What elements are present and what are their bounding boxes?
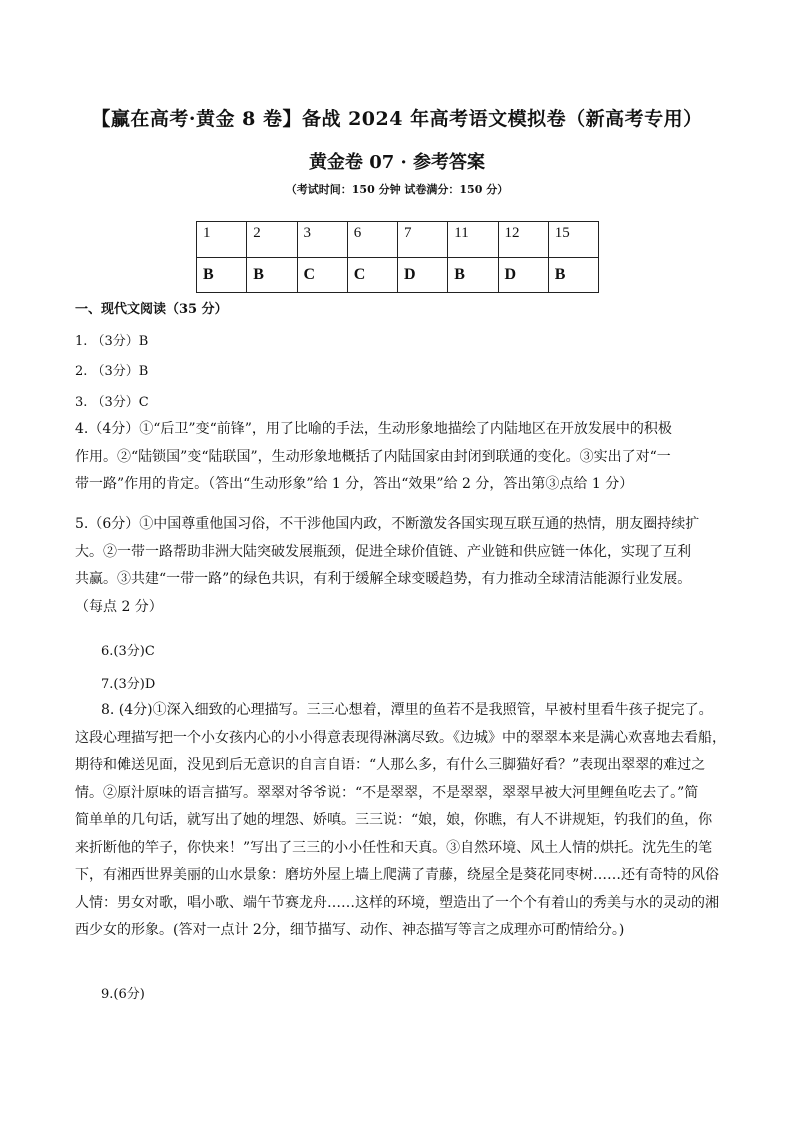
answer-q3: 3. （3分）C	[75, 395, 149, 410]
answer-q4	[75, 416, 735, 499]
answer-q8-line: 情。②原汁原味的语言描写。翠翠对爷爷说：“不是翠翠，不是翠翠，翠翠早被大河里鲤鱼吃去了。”简	[75, 784, 699, 801]
answer-q5-line: 大。②一带一路帮助非洲大陆突破发展瓶颈，促进全球价值链、产业链和供应链一体化，实现了互利	[75, 543, 691, 560]
section-heading-modern-reading: 一、现代文阅读（35 分）	[75, 302, 228, 317]
answer-q5	[75, 511, 735, 621]
answer-cell: B	[197, 258, 247, 293]
answer-q5-line: 5.（6分）①中国尊重他国习俗，不干涉他国内政，不断激发各国实现互联互通的热情，朋友圈持续扩	[75, 516, 700, 532]
answer-q9: 9.(6分)	[101, 987, 145, 1002]
answer-table	[196, 221, 599, 293]
question-number-cell: 2	[247, 222, 297, 258]
answer-q5-line: （每点 2 分）	[75, 598, 163, 615]
document-title: 【赢在高考·黄金 8 卷】备战 2024 年高考语文模拟卷（新高考专用）	[91, 108, 703, 130]
answer-cell: D	[398, 258, 448, 293]
answer-q4-line: 带一路”作用的肯定。（答出“生动形象”给 1 分，答出“效果”给 2 分，答出第③点给 1 分）	[75, 476, 634, 492]
answer-q4-line: 作用。②“陆锁国”变“陆联国”，生动形象地概括了内陆国家由封闭到联通的变化。③实出了对“一	[75, 448, 671, 465]
answer-q8-line: 西少女的形象。(答对一点计 2分，细节描写、动作、神态描写等言之成理亦可酌情给分。)	[75, 922, 625, 938]
question-number-cell: 6	[347, 222, 397, 258]
answer-cell: B	[548, 258, 598, 293]
question-number-cell: 11	[448, 222, 498, 258]
answer-q8-line: 这段心理描写把一个小女孩内心的小小得意表现得淋漓尽致。《边城》中的翠翠本来是满心欢喜地去看船，	[75, 729, 726, 746]
answer-cell: D	[498, 258, 548, 293]
answer-q2: 2. （3分）B	[75, 364, 149, 379]
answer-q8-line: 人情：男女对歌，唱小歌、端午节赛龙舟……这样的环境，塑造出了一个个有着山的秀美与水的灵动的湘	[75, 894, 719, 911]
answer-q8-line: 来折断他的竿子，你快来！”写出了三三的小小任性和天真。③自然环境、风土人情的烘托。沈先生的笔	[75, 839, 713, 856]
question-number-cell: 15	[548, 222, 598, 258]
answer-q8-line: 期待和傩送见面，没见到后无意识的自言自语：“人那么多，有什么三脚猫好看？”表现出翠翠的难过之	[75, 757, 706, 773]
answer-cell: C	[347, 258, 397, 293]
answer-q4-line: 4.（4分）①“后卫”变“前锋”，用了比喻的手法，生动形象地描绘了内陆地区在开放发展中的积极	[75, 421, 672, 437]
answer-cell: B	[247, 258, 297, 293]
answer-q8-line: 简单单的几句话，就写出了她的埋怨、娇嗔。三三说：“娘，娘，你瞧，有人不讲规矩，钓我们的鱼，你	[75, 812, 713, 828]
answer-cell: B	[448, 258, 498, 293]
question-number-cell: 3	[297, 222, 347, 258]
exam-info: （考试时间：150 分钟 试卷满分：150 分）	[285, 183, 509, 196]
document-subtitle: 黄金卷 07 · 参考答案	[308, 152, 486, 173]
answer-cell: C	[297, 258, 347, 293]
question-number-cell: 12	[498, 222, 548, 258]
answer-table-answers-row	[197, 258, 599, 293]
answer-q8	[75, 697, 735, 945]
answer-q7: 7.(3分)D	[101, 677, 156, 692]
answer-q1: 1. （3分）B	[75, 334, 149, 349]
answer-table-numbers-row	[197, 222, 599, 258]
answer-q8-line: 下，有湘西世界美丽的山水景象：磨坊外屋上墙上爬满了青藤，绕屋全是葵花同枣树……还有奇特的风俗	[75, 867, 719, 883]
answer-q8-line: 8. (4分)①深入细致的心理描写。三三心想着，潭里的鱼若不是我照管，早被村里看牛孩子捉完了。	[101, 702, 713, 718]
answer-q5-line: 共赢。③共建“一带一路”的绿色共识，有利于缓解全球变暖趋势，有力推动全球清洁能源行业发展。	[75, 571, 692, 587]
question-number-cell: 7	[398, 222, 448, 258]
answer-q6: 6.(3分)C	[101, 644, 155, 659]
question-number-cell: 1	[197, 222, 247, 258]
